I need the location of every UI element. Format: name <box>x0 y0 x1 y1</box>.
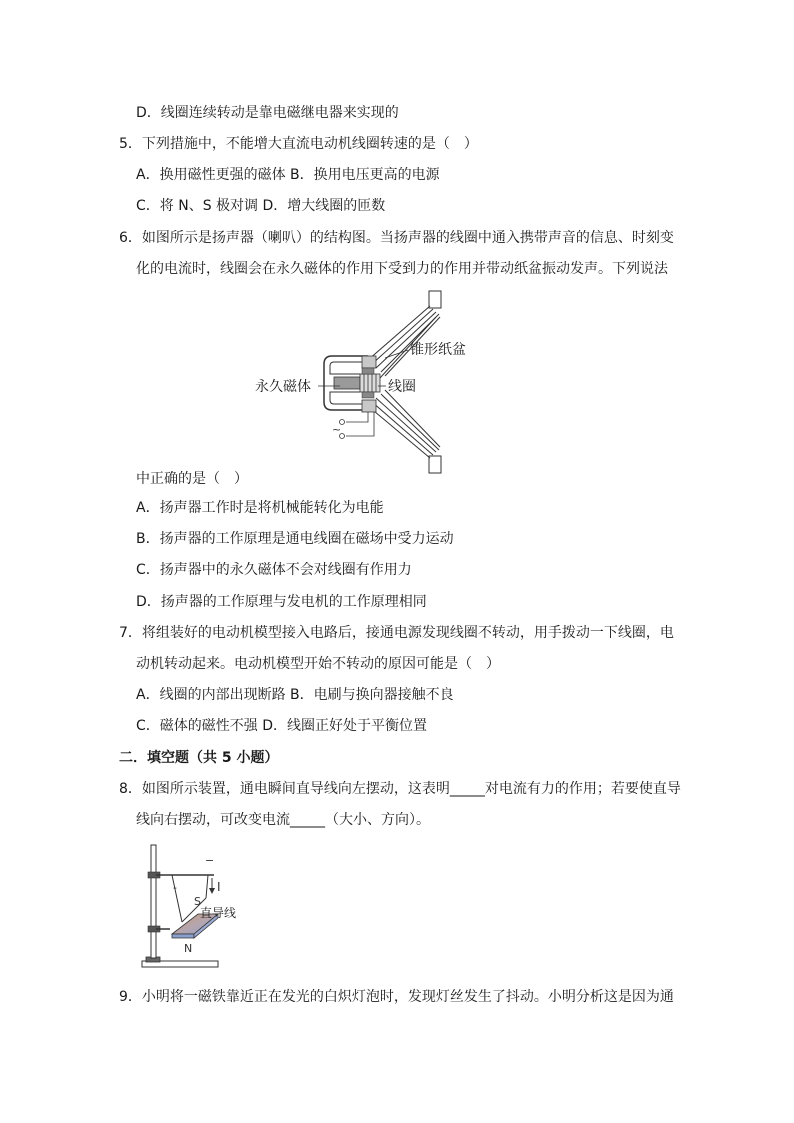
ac-symbol: ~ <box>332 423 342 436</box>
q5-stem: 5．下列措施中，不能增大直流电动机线圈转速的是（ ） <box>119 136 478 152</box>
q9-stem-line1: 9．小明将一磁铁靠近正在发光的白炽灯泡时，发现灯丝发生了抖动。小明分析这是因为通 <box>119 989 674 1005</box>
label-n-pole: N <box>184 942 193 955</box>
permanent-magnet <box>334 377 360 389</box>
label-coil: 线圈 <box>388 379 416 395</box>
q7-options-ab: A．线圈的内部出现断路 B．电刷与换向器接触不良 <box>136 687 454 703</box>
q8-stem-line2: 线向右摆动，可改变电流_____（大小、方向）。 <box>136 812 430 828</box>
coil-top <box>362 356 376 368</box>
q6-option-b: B．扬声器的工作原理是通电线圈在磁场中受力运动 <box>136 531 454 547</box>
q8-stem-line1: 8．如图所示装置，通电瞬间直导线向左摆动，这表明_____对电流有力的作用；若要使直导 <box>119 781 681 797</box>
loudspeaker-figure <box>250 288 490 478</box>
label-s-pole: S <box>194 895 201 908</box>
cone-top-rim <box>429 291 441 308</box>
cone-bottom-rim <box>429 456 441 473</box>
label-minus-left: - <box>173 881 177 894</box>
q5-options-cd: C．将 N、S 极对调 D．增大线圈的匝数 <box>136 198 386 214</box>
q4-option-d: D．线圈连续转动是靠电磁继电器来实现的 <box>136 105 399 121</box>
section-heading: 二．填空题（共 5 小题） <box>119 750 279 766</box>
q5-options-ab: A．换用磁性更强的磁体 B．换用电压更高的电源 <box>136 167 440 183</box>
label-cone: 锥形纸盆 <box>410 342 466 358</box>
label-minus-top: − <box>205 854 215 867</box>
q6-option-c: C．扬声器中的永久磁体不会对线圈有作用力 <box>136 562 412 578</box>
q6-stem-line3: 中正确的是（ ） <box>136 471 248 487</box>
q6-option-a: A．扬声器工作时是将机械能转化为电能 <box>136 500 384 516</box>
q7-options-cd: C．磁体的磁性不强 D．线圈正好处于平衡位置 <box>136 718 428 734</box>
q6-stem-line1: 6．如图所示是扬声器（喇叭）的结构图。当扬声器的线圈中通入携带声音的信息、时刻变 <box>119 230 674 246</box>
terminal-leads <box>340 412 375 439</box>
stand-pole <box>151 845 156 958</box>
label-magnet: 永久磁体 <box>255 379 311 395</box>
q7-stem-line2: 动机转动起来。电动机模型开始不转动的原因可能是（ ） <box>136 656 500 672</box>
wire-stand-figure <box>136 842 237 972</box>
voice-coil <box>360 374 380 392</box>
coil-bottom <box>362 400 376 412</box>
q6-stem-line2: 化的电流时，线圈会在永久磁体的作用下受到力的作用并带动纸盆振动发声。下列说法 <box>136 261 668 277</box>
cone-lower <box>368 390 440 458</box>
label-straight-wire: 直导线 <box>200 906 237 920</box>
q7-stem-line1: 7．将组装好的电动机模型接入电路后，接通电源发现线圈不转动，用手拨动一下线圈，电 <box>119 625 674 641</box>
q6-option-d: D．扬声器的工作原理与发电机的工作原理相同 <box>136 594 427 610</box>
label-current: I <box>217 880 221 894</box>
